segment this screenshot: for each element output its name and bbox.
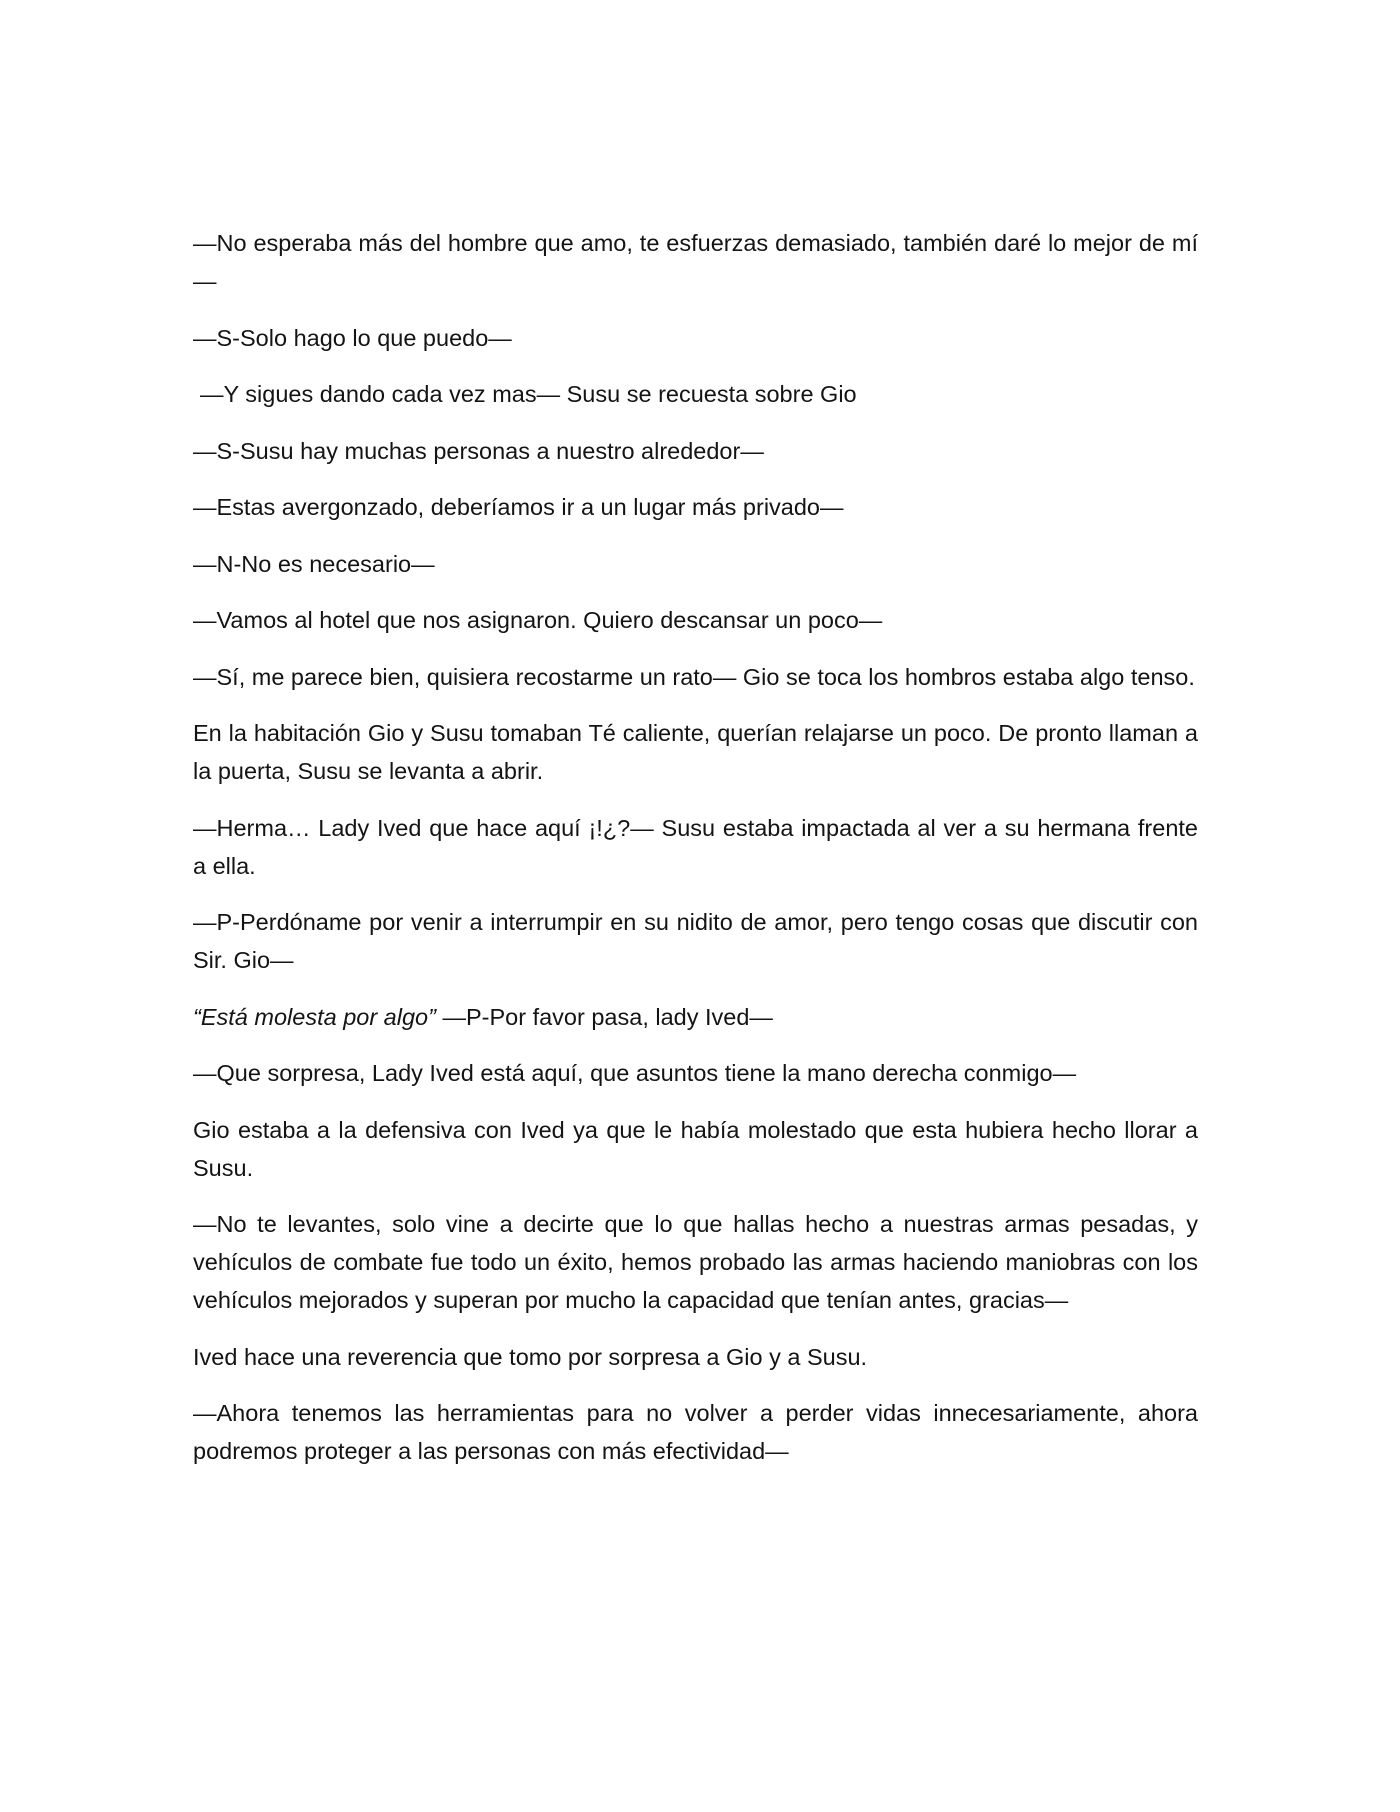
inner-thought: “Está molesta por algo” xyxy=(193,1003,436,1030)
paragraph-7: —Vamos al hotel que nos asignaron. Quiero descansar un poco— xyxy=(193,607,883,633)
paragraph-15: —No te levantes, solo vine a decirte que lo que hallas hecho a nuestras armas pesadas, y vehículos de combate fue todo un éxito, hemos probado las armas haciendo maniobras con los vehículos mejorados y superan por mucho la capacidad que tenían antes, gracias— xyxy=(193,1211,1198,1313)
paragraph-11: —P-Perdóname por venir a interrumpir en su nidito de amor, pero tengo cosas que discutir con Sir. Gio— xyxy=(193,909,1198,973)
paragraph-12-text: —P-Por favor pasa, lady Ived— xyxy=(435,1003,773,1030)
paragraph-13: —Que sorpresa, Lady Ived está aquí, que asuntos tiene la mano derecha conmigo— xyxy=(193,1060,1077,1086)
paragraph-5: —Estas avergonzado, deberíamos ir a un lugar más privado— xyxy=(193,494,844,520)
paragraph-9: En la habitación Gio y Susu tomaban Té caliente, querían relajarse un poco. De pronto llaman a la puerta, Susu se levanta a abrir. xyxy=(193,720,1198,784)
paragraph-4: —S-Susu hay muchas personas a nuestro alrededor— xyxy=(193,437,764,464)
paragraph-8: —Sí, me parece bien, quisiera recostarme un rato— Gio se toca los hombros estaba algo tenso. xyxy=(193,663,1195,690)
document-page xyxy=(193,224,1198,1489)
paragraph-1: —No esperaba más del hombre que amo, te esfuerzas demasiado, también daré lo mejor de mí— xyxy=(193,230,1198,294)
paragraph-2: —S-Solo hago lo que puedo— xyxy=(193,324,512,351)
paragraph-12 xyxy=(193,998,1198,1036)
paragraph-6: —N-No es necesario— xyxy=(193,550,435,577)
paragraph-14: Gio estaba a la defensiva con Ived ya que le había molestado que esta hubiera hecho llorar a Susu. xyxy=(193,1116,1198,1181)
paragraph-16: Ived hace una reverencia que tomo por sorpresa a Gio y a Susu. xyxy=(193,1343,868,1370)
paragraph-17: —Ahora tenemos las herramientas para no volver a perder vidas innecesariamente, ahora podremos proteger a las personas con más efectividad— xyxy=(193,1400,1198,1464)
paragraph-10: —Herma… Lady Ived que hace aquí ¡!¿?— Susu estaba impactada al ver a su hermana frente a ella. xyxy=(193,814,1198,879)
paragraph-3: —Y sigues dando cada vez mas— Susu se recuesta sobre Gio xyxy=(200,381,857,407)
